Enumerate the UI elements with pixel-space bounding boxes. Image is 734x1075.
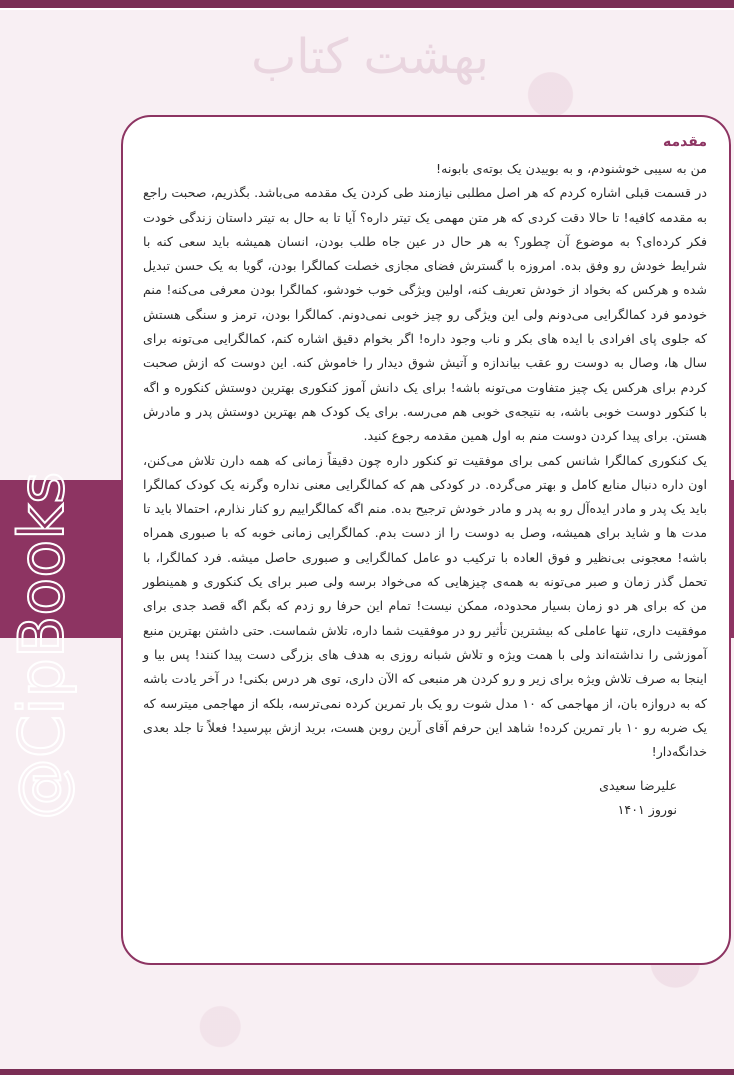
signature-block [143, 774, 707, 822]
section-heading: مقدمه [663, 134, 707, 150]
author-name: علیرضا سعیدی [599, 778, 677, 794]
watermark [12, 760, 32, 820]
date-line: نوروز ۱۴۰۱ [617, 802, 677, 818]
brand-title: بهشت کتاب [251, 29, 489, 85]
bottom-border [0, 1069, 734, 1075]
content-card [121, 115, 731, 965]
paragraph: یک کنکوری کمالگرا شانس کمی برای موفقیت تو کنکور داره چون دقیقاً زمانی که همه دارن تلاش می‌کنن، اون داره دنبال منابع کامل و بهتر می‌گرده. در کودکی هم که کمالگرایی معنی نداره وگرنه یک کودک کمالگرا باید یک پدر و مادر ایده‌آل رو به پدر و مادر خودش ترجیح بده. منم اگه کمالگراییم رو کنار نذارم، احتمالا باید تا مدت ها و شاید برای همیشه، وصل به دوست را از دست بدم. کمالگرایی زمانی خوبه که با صبوری همراه باشه! معجونی بی‌نظیر و فوق العاده با ترکیب دو عامل کمالگرایی و صبوری حاصل میشه. فرد کمالگرا، با تحمل گذر زمان و صبر می‌تونه به همه‌ی چیزهایی که می‌خواد برسه ولی صبر برای یک کنکوری و همینطور من که برای هر دو زمان بسیار محدوده، ممکن نیست! تمام این حرفا رو زدم که بگم اگه قصد جدی برای موفقیت داری، تنها عاملی که بیشترین تأثیر رو در موفقیت شما داره، تلاش شماست. حتی داشتن بهترین منبع آموزشی را نداشته‌اند ولی با همت ویژه و تلاش شبانه روزی به هدف های بزرگی دست پیدا کنند! پس بیا و اینجا به صرف تلاش ویژه برای زیر و رو کردن هر منبعی که الآن داری، توی هر درس بکنی! در آخر یادت باشه که به دروازه بان، از مهاجمی که ۱۰ مدل شوت رو یک بار تمرین کرده نمی‌ترسه، بلکه از مهاجمی میترسه که یک ضربه رو ۱۰ بار تمرین کرده! شاهد این حرفم آقای آرین روبن هست، برید ازش بپرسید! فعلاً تا جلد بعدی خدانگه‌دار! [143, 452, 707, 760]
opening-line: من به سیبی خوشنودم، و به بوییدن یک بوته‌ی بابونه! [436, 161, 707, 176]
top-border [0, 0, 734, 8]
paragraph: در قسمت قبلی اشاره کردم که هر اصل مطلبی نیازمند طی کردن یک مقدمه می‌باشد. بگذریم، صحبت راجع به مقدمه کافیه! تا حالا دقت کردی که هر متن مهمی یک تیتر داره؟ آیا تا به حال به تیتر داستان زندگی خودت فکر کرده‌ای؟ به موضوع آن چطور؟ به هر حال در عین جاه طلب بودن، انسان همیشه باید سعی کنه با شرایط خودش رو وفق بده. امروزه با گسترش فضای مجازی خصلت کمالگرا بودن، گویا به یک حسن تبدیل شده و هرکس که بخواد از خودش تعریف کنه، اولین ویژگی خوب خودشو، کمالگرا بودن معرفی می‌کنه! منم خودمو فرد کمالگرایی می‌دونم ولی این ویژگی رو چیز خوبی نمی‌دونم. کمالگرا بودن، ترمز و سنگی هستش که جلوی پای افرادی با ایده های بکر و ناب وجود داره! اگر بخوام دقیق اشاره کنم، کمالگرایی می‌تونه برای سال ها، وصال به دوست رو عقب بیاندازه و آتیش شوق دیدار را خاموش کنه. این دوست که ازش صحبت کردم برای هرکس یک چیز متفاوت می‌تونه باشه! برای یک دانش آموز کنکوری بهترین دوستش کنکوره و اگه با کنکور دوست خوبی باشه، به نتیجه‌ی خوبی هم می‌رسه. برای یک کودک هم بهترین دوستش پدر و مادرش هستن. برای پیدا کردن دوست منم به اول همین مقدمه رجوع کنید. [143, 185, 707, 444]
